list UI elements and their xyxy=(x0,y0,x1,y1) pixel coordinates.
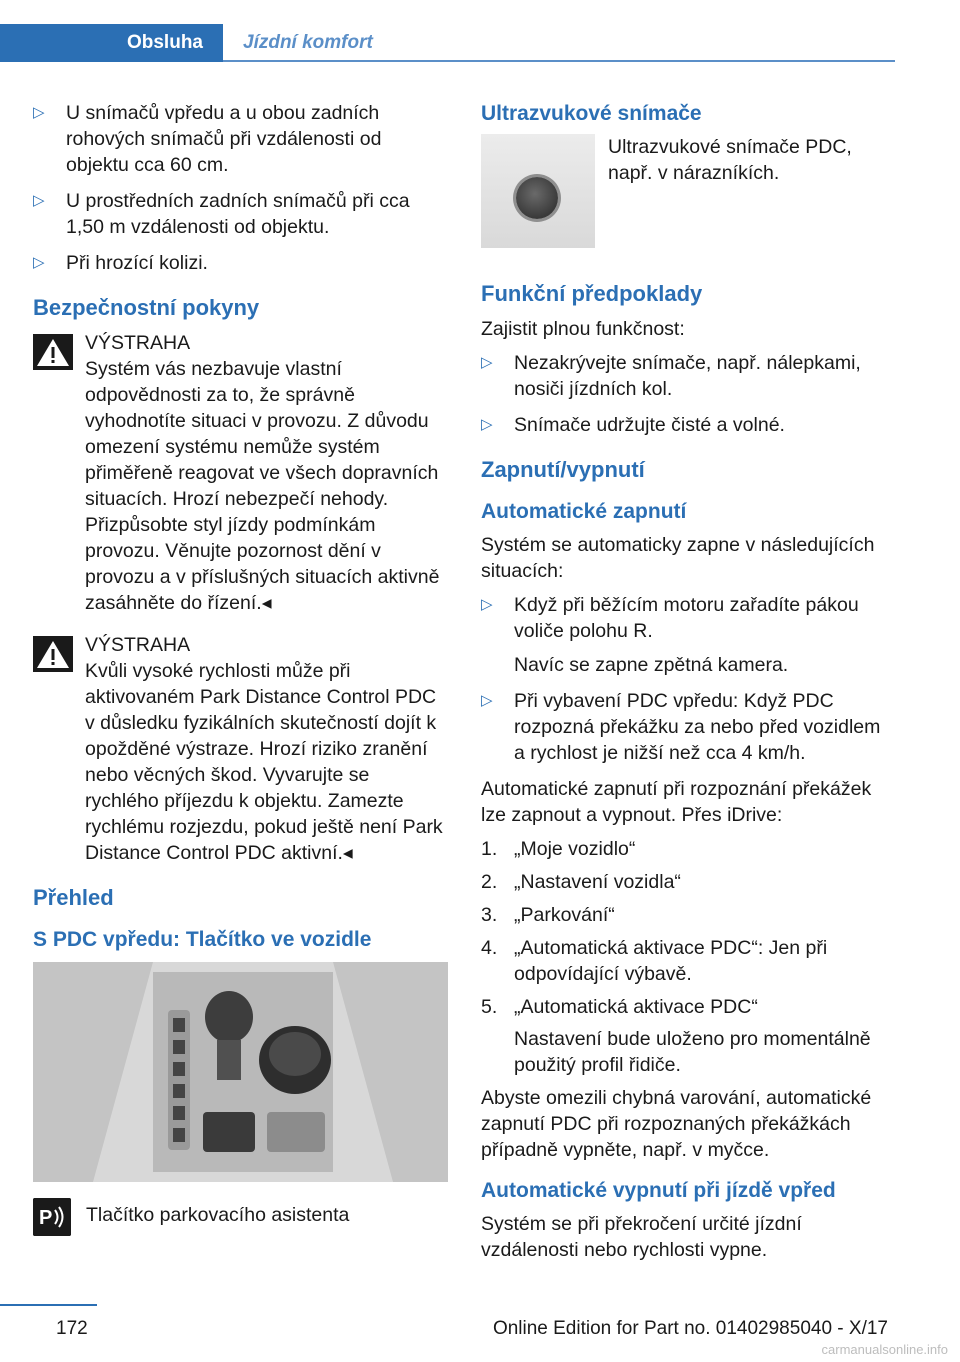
triangle-right-icon: ▷ xyxy=(33,104,45,121)
warning-text: Systém vás nezbavuje vlastní odpovědnosti za to, že správně vyhodnotíte situaci v provozu. Z důvodu omezení systému nemůže systém přiměřeně reagovat ve všech dopravních situacích. Hrozí nebezpečí nehody. Přizpůsobte styl jízdy podmínkám provozu. Věnujte pozornost dění v provozu a v příslušných situacích aktivně zasáhněte do řízení.◂ xyxy=(85,358,440,614)
tab-jizdni-komfort[interactable]: Jízdní komfort xyxy=(243,32,373,53)
warning-text: Kvůli vysoké rychlosti může při aktivovaném Park Distance Control PDC v důsledku fyzikálních skutečností dojít k opožděné výstraze. Hrozí riziko zranění nebo věcných škod. Vyvarujte se rychlého příjezdu k objektu. Zamezte rychlému rozjezdu, pokud ještě není Park Distance Control PDC aktivní.◂ xyxy=(85,660,443,864)
sensors-text: Ultrazvukové snímače PDC, např. v nárazníkích. xyxy=(608,136,852,184)
warning-triangle-icon xyxy=(33,334,73,370)
right-column xyxy=(481,100,896,1271)
center-console-photo xyxy=(33,962,448,1182)
list-item: ▷ U prostředních zadních snímačů při cca 1,50 m vzdálenosti od objektu. xyxy=(33,190,410,238)
auto-on-intro: Systém se automaticky zapne v následujících situacích: xyxy=(481,534,875,582)
header-tabbar xyxy=(0,24,895,62)
warning-label: VÝSTRAHA xyxy=(85,634,191,656)
auto-off-text: Systém se při překročení určité jízdní vzdálenosti nebo rychlosti vypne. xyxy=(481,1213,802,1261)
requirements-intro: Zajistit plnou funkčnost: xyxy=(481,318,685,340)
tab-obsluha[interactable]: Obsluha xyxy=(0,24,223,62)
auto-on-heading: Automatické zapnutí xyxy=(481,500,687,523)
console-illustration xyxy=(33,962,448,1182)
onoff-heading: Zapnutí/vypnutí xyxy=(481,457,645,482)
list-item: ▷ Nezakrývejte snímače, např. nálepkami, nosiči jízdních kol. xyxy=(481,352,861,400)
list-item: ▷ Při vybavení PDC vpředu: Když PDC rozpozná překážku za nebo před vozidlem a rychlost je nižší než cca 4 km/h. xyxy=(481,690,881,764)
list-item: 3. „Parkování“ xyxy=(481,904,615,926)
list-item: 1. „Moje vozidlo“ xyxy=(481,838,636,860)
auto-on-para: Automatické zapnutí při rozpoznání překážek lze zapnout a vypnout. Přes iDrive: xyxy=(481,778,872,826)
list-item: ▷ Při hrozící kolizi. xyxy=(33,252,208,274)
list-item: 4. „Automatická aktivace PDC“: Jen při odpovídající výbavě. xyxy=(481,937,828,985)
sensors-heading: Ultrazvukové snímače xyxy=(481,102,702,125)
pdc-front-heading: S PDC vpředu: Tlačítko ve vozidle xyxy=(33,928,372,951)
parking-assist-label: Tlačítko parkovacího asistenta xyxy=(86,1204,350,1226)
list-item: ▷ Když při běžícím motoru zařadíte pákou voliče polohu R. Navíc se zapne zpětná kamera. xyxy=(481,594,859,676)
sensor-block xyxy=(481,134,896,252)
list-item: 2. „Nastavení vozidla“ xyxy=(481,871,681,893)
warning-label: VÝSTRAHA xyxy=(85,332,191,354)
list-item: ▷ U snímačů vpředu a u obou zadních rohových snímačů při vzdálenosti od objektu cca 60 cm. xyxy=(33,102,382,176)
list-item: ▷ Snímače udržujte čisté a volné. xyxy=(481,414,785,436)
triangle-right-icon: ▷ xyxy=(481,692,493,709)
warning-triangle-icon xyxy=(33,636,73,672)
triangle-right-icon: ▷ xyxy=(481,416,493,433)
auto-off-heading: Automatické vypnutí při jízdě vpřed xyxy=(481,1179,836,1202)
warning-box xyxy=(33,330,448,616)
triangle-right-icon: ▷ xyxy=(33,192,45,209)
footer-rule xyxy=(0,1304,97,1306)
overview-heading: Přehled xyxy=(33,885,114,910)
requirements-heading: Funkční předpoklady xyxy=(481,281,703,306)
parking-assist-icon xyxy=(33,1198,71,1236)
triangle-right-icon: ▷ xyxy=(33,254,45,271)
watermark: carmanualsonline.info xyxy=(821,1342,948,1357)
left-column xyxy=(33,100,448,1238)
triangle-right-icon: ▷ xyxy=(481,596,493,613)
ultrasonic-sensor-image xyxy=(481,134,595,248)
parking-assist-button-row xyxy=(33,1196,448,1238)
header-rule xyxy=(223,60,895,62)
sensor-icon xyxy=(516,177,558,219)
list-item: 5. „Automatická aktivace PDC“ Nastavení bude uloženo pro momentálně použitý profil řidiče. xyxy=(481,996,871,1076)
safety-heading: Bezpečnostní pokyny xyxy=(33,295,260,320)
warning-box xyxy=(33,632,448,866)
page-number: 172 xyxy=(56,1318,88,1339)
false-alarm-para: Abyste omezili chybná varování, automatické zapnutí PDC při rozpoznaných překážkách případně vypněte, např. v myčce. xyxy=(481,1087,872,1161)
triangle-right-icon: ▷ xyxy=(481,354,493,371)
edition-text: Online Edition for Part no. 01402985040 - X/17 xyxy=(492,1318,888,1339)
svg-text:P: P xyxy=(39,1207,53,1229)
